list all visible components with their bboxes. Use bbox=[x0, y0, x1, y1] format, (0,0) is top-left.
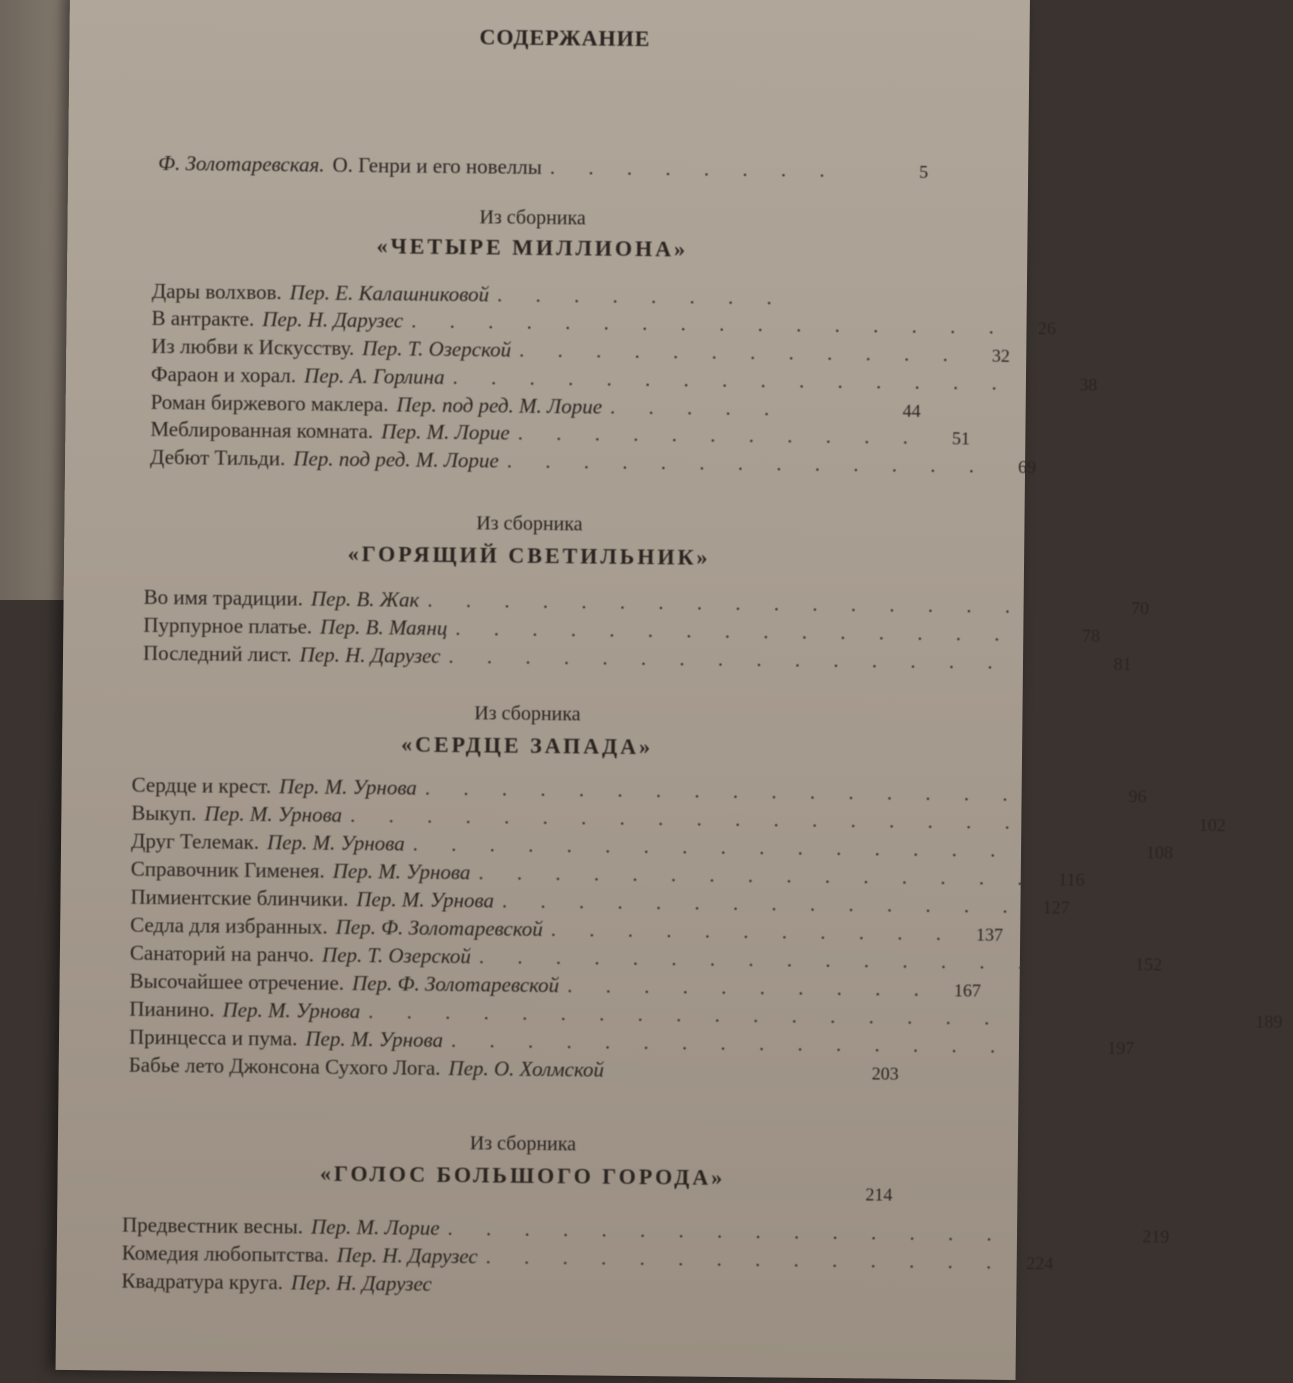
page-number: 214 bbox=[852, 1184, 892, 1205]
entry-translator: Пер. М. Урнова bbox=[204, 801, 342, 827]
leader-dots: . . . . . . . . . . . . . . bbox=[502, 889, 1022, 919]
entry-translator: Пер. А. Горлина bbox=[304, 363, 445, 389]
entry-translator: Пер. Н. Дарузес bbox=[262, 307, 403, 333]
entry-title: Высочайшее отречение. bbox=[129, 969, 344, 996]
leader-dots: . . . . . . . . bbox=[550, 155, 881, 183]
entry-title: Квадратура круга. bbox=[121, 1269, 283, 1296]
page-number: 203 bbox=[859, 1063, 899, 1084]
leader-dots: . . . . . . . . . . . . . bbox=[507, 449, 988, 479]
page-number: 116 bbox=[1045, 869, 1085, 890]
entry-title: Сердце и крест. bbox=[132, 773, 272, 799]
leader-dots: . . . . . . . . . . . . . . . . . . bbox=[447, 1216, 1121, 1248]
entry-translator: Пер. М. Урнова bbox=[267, 830, 405, 856]
leader-dots: . . . . . . . . . . . . . . bbox=[486, 1244, 1006, 1274]
entry-title: Последний лист. bbox=[143, 641, 292, 668]
entry-title: Фараон и хорал. bbox=[151, 362, 296, 389]
leader-dots: . . . . . . . . . . . . . . . . . bbox=[451, 1028, 1086, 1060]
book-page bbox=[56, 0, 1030, 1380]
entry-title: В антракте. bbox=[151, 306, 254, 332]
entry-translator: Пер. Н. Дарузес bbox=[291, 1270, 432, 1296]
leader-dots: . . . . . . . . . . . bbox=[551, 917, 955, 946]
page-number: 78 bbox=[1060, 625, 1100, 646]
entry-translator: Пер. Т. Озерской bbox=[322, 943, 471, 970]
page-number: 51 bbox=[930, 428, 970, 449]
leader-dots: . . . . . . . . . . . . . . . . bbox=[455, 616, 1052, 647]
leader-dots: . . . . . . . . . . . . . . . . bbox=[452, 365, 1049, 396]
toc-entry bbox=[150, 445, 920, 479]
page-number: 70 bbox=[1109, 598, 1149, 619]
entry-title: Дебют Тильди. bbox=[150, 445, 285, 471]
entry-translator: Пер. Т. Озерской bbox=[362, 336, 511, 363]
section-caption: Из сборника bbox=[148, 203, 918, 234]
entry-title: Пианино. bbox=[129, 997, 214, 1023]
page-number: 137 bbox=[963, 924, 1003, 945]
page-number: 197 bbox=[1094, 1038, 1134, 1059]
entry-translator: Пер. М. Урнова bbox=[305, 1027, 443, 1053]
section-caption: Из сборника bbox=[138, 1129, 908, 1160]
entry-title: Принцесса и пума. bbox=[129, 1025, 298, 1052]
intro-entry bbox=[158, 151, 928, 185]
entry-translator: Пер. под ред. М. Лорие bbox=[293, 446, 499, 473]
page-heading: СОДЕРЖАНИЕ bbox=[479, 24, 650, 52]
entry-translator: Пер. М. Урнова bbox=[222, 998, 360, 1024]
leader-dots: . . . . . bbox=[610, 395, 873, 423]
entry-translator: Пер. М. Лорие bbox=[381, 419, 510, 445]
page-number: 96 bbox=[1106, 786, 1146, 807]
entry-translator: Пер. Ф. Золотаревской bbox=[336, 915, 543, 942]
leader-dots: . . . . . . . . . . . . . . . . . . . . . . bbox=[350, 803, 1178, 837]
entry-title: Меблированная комната. bbox=[150, 417, 373, 444]
toc-entry bbox=[129, 1053, 899, 1087]
section-title: «СЕРДЦЕ ЗАПАДА» bbox=[142, 729, 912, 763]
entry-title: Из любви к Искусству. bbox=[151, 334, 354, 361]
entry-title: Предвестник весны. bbox=[122, 1213, 303, 1240]
leader-dots: . . . . . . . . . . . . . . . . . . . . . . . bbox=[368, 999, 1234, 1033]
entry-title: Выкуп. bbox=[131, 801, 196, 827]
entry-translator: Пер. В. Жак bbox=[311, 587, 420, 613]
entry-title: Пурпурное платье. bbox=[143, 613, 312, 640]
entry-translator: Пер. Ф. Золотаревской bbox=[352, 971, 559, 998]
entry-title: Седла для избранных. bbox=[130, 913, 328, 940]
section-title: «ГОРЯЩИЙ СВЕТИЛЬНИК» bbox=[144, 539, 914, 573]
page-number: 38 bbox=[1057, 374, 1097, 395]
toc-entry bbox=[121, 1269, 891, 1303]
page-number: 108 bbox=[1133, 842, 1173, 863]
page-number: 189 bbox=[1242, 1011, 1282, 1032]
entry-title: Санаторий на ранчо. bbox=[130, 941, 314, 968]
leader-dots: . . . . . . . . bbox=[497, 282, 874, 311]
page-number: 152 bbox=[1122, 954, 1162, 975]
leader-dots: . . . . . . . . . . . . bbox=[519, 338, 962, 368]
leader-dots: . . . . . . . . . . . . . . . . . . bbox=[427, 588, 1101, 620]
intro-title: О. Генри и его новеллы bbox=[332, 153, 542, 180]
page-number: 81 bbox=[1092, 654, 1132, 675]
entry-translator: Пер. Е. Калашниковой bbox=[290, 280, 490, 307]
page-number: 224 bbox=[1013, 1253, 1053, 1274]
leader-dots bbox=[138, 1193, 844, 1200]
page-number: 44 bbox=[881, 401, 921, 422]
page-number: 5 bbox=[888, 162, 928, 183]
leader-dots: . . . . . . . . . . . . . . . . . bbox=[479, 944, 1114, 976]
page-number: 26 bbox=[1016, 318, 1056, 339]
leader-dots bbox=[440, 1291, 844, 1295]
page-number: 219 bbox=[1129, 1226, 1169, 1247]
entry-translator: Пер. М. Урнова bbox=[356, 887, 494, 913]
leader-dots: . . . . . . . . . . . . . . . . . . bbox=[425, 776, 1099, 808]
section-title: «ЧЕТЫРЕ МИЛЛИОНА» bbox=[147, 231, 917, 265]
entry-title: Справочник Гименея. bbox=[131, 857, 325, 884]
entry-translator: Пер. Н. Дарузес bbox=[299, 642, 440, 668]
entry-translator: Пер. О. Холмской bbox=[448, 1056, 604, 1083]
leader-dots: . . . . . . . . . . . bbox=[518, 421, 922, 450]
entry-title: Бабье лето Джонсона Сухого Лога. bbox=[129, 1053, 441, 1081]
entry-title: Роман биржевого маклера. bbox=[151, 390, 389, 417]
leader-dots: . . . . . . . . . . . . . . . . . . . bbox=[413, 832, 1125, 864]
section-title: «ГОЛОС БОЛЬШОГО ГОРОДА» bbox=[137, 1159, 907, 1193]
page-number: 32 bbox=[970, 345, 1010, 366]
entry-title: Во имя традиции. bbox=[144, 585, 304, 612]
intro-author: Ф. Золотаревская. bbox=[158, 151, 325, 178]
entry-title: Комедия любопытства. bbox=[122, 1241, 329, 1268]
entry-translator: Пер. М. Лорие bbox=[311, 1215, 440, 1241]
entry-title: Друг Телемак. bbox=[131, 829, 259, 855]
leader-dots: . . . . . . . . . . . . . . . . . bbox=[448, 644, 1083, 676]
page-number: 102 bbox=[1186, 815, 1226, 836]
entry-translator: Пер. М. Урнова bbox=[279, 774, 417, 800]
page-number: 167 bbox=[941, 980, 981, 1001]
toc-entry bbox=[143, 641, 913, 675]
entry-title: Пимиентские блинчики. bbox=[130, 885, 348, 912]
entry-translator: Пер. В. Маянц bbox=[320, 615, 447, 641]
leader-dots: . . . . . . . . . . . . . . . . bbox=[411, 309, 1008, 340]
entry-translator: Пер. под ред. М. Лорие bbox=[396, 392, 602, 419]
page-number: 69 bbox=[996, 457, 1036, 478]
leader-dots bbox=[612, 1077, 851, 1080]
entry-translator: Пер. М. Урнова bbox=[333, 859, 471, 885]
page-number: 127 bbox=[1030, 897, 1070, 918]
section-caption: Из сборника bbox=[142, 699, 912, 730]
entry-translator: Пер. Н. Дарузес bbox=[337, 1243, 478, 1269]
leader-dots: . . . . . . . . . . bbox=[567, 973, 933, 1002]
leader-dots: . . . . . . . . . . . . . . . bbox=[478, 860, 1036, 891]
entry-title: Дары волхвов. bbox=[152, 279, 282, 305]
section-caption: Из сборника bbox=[144, 509, 914, 540]
